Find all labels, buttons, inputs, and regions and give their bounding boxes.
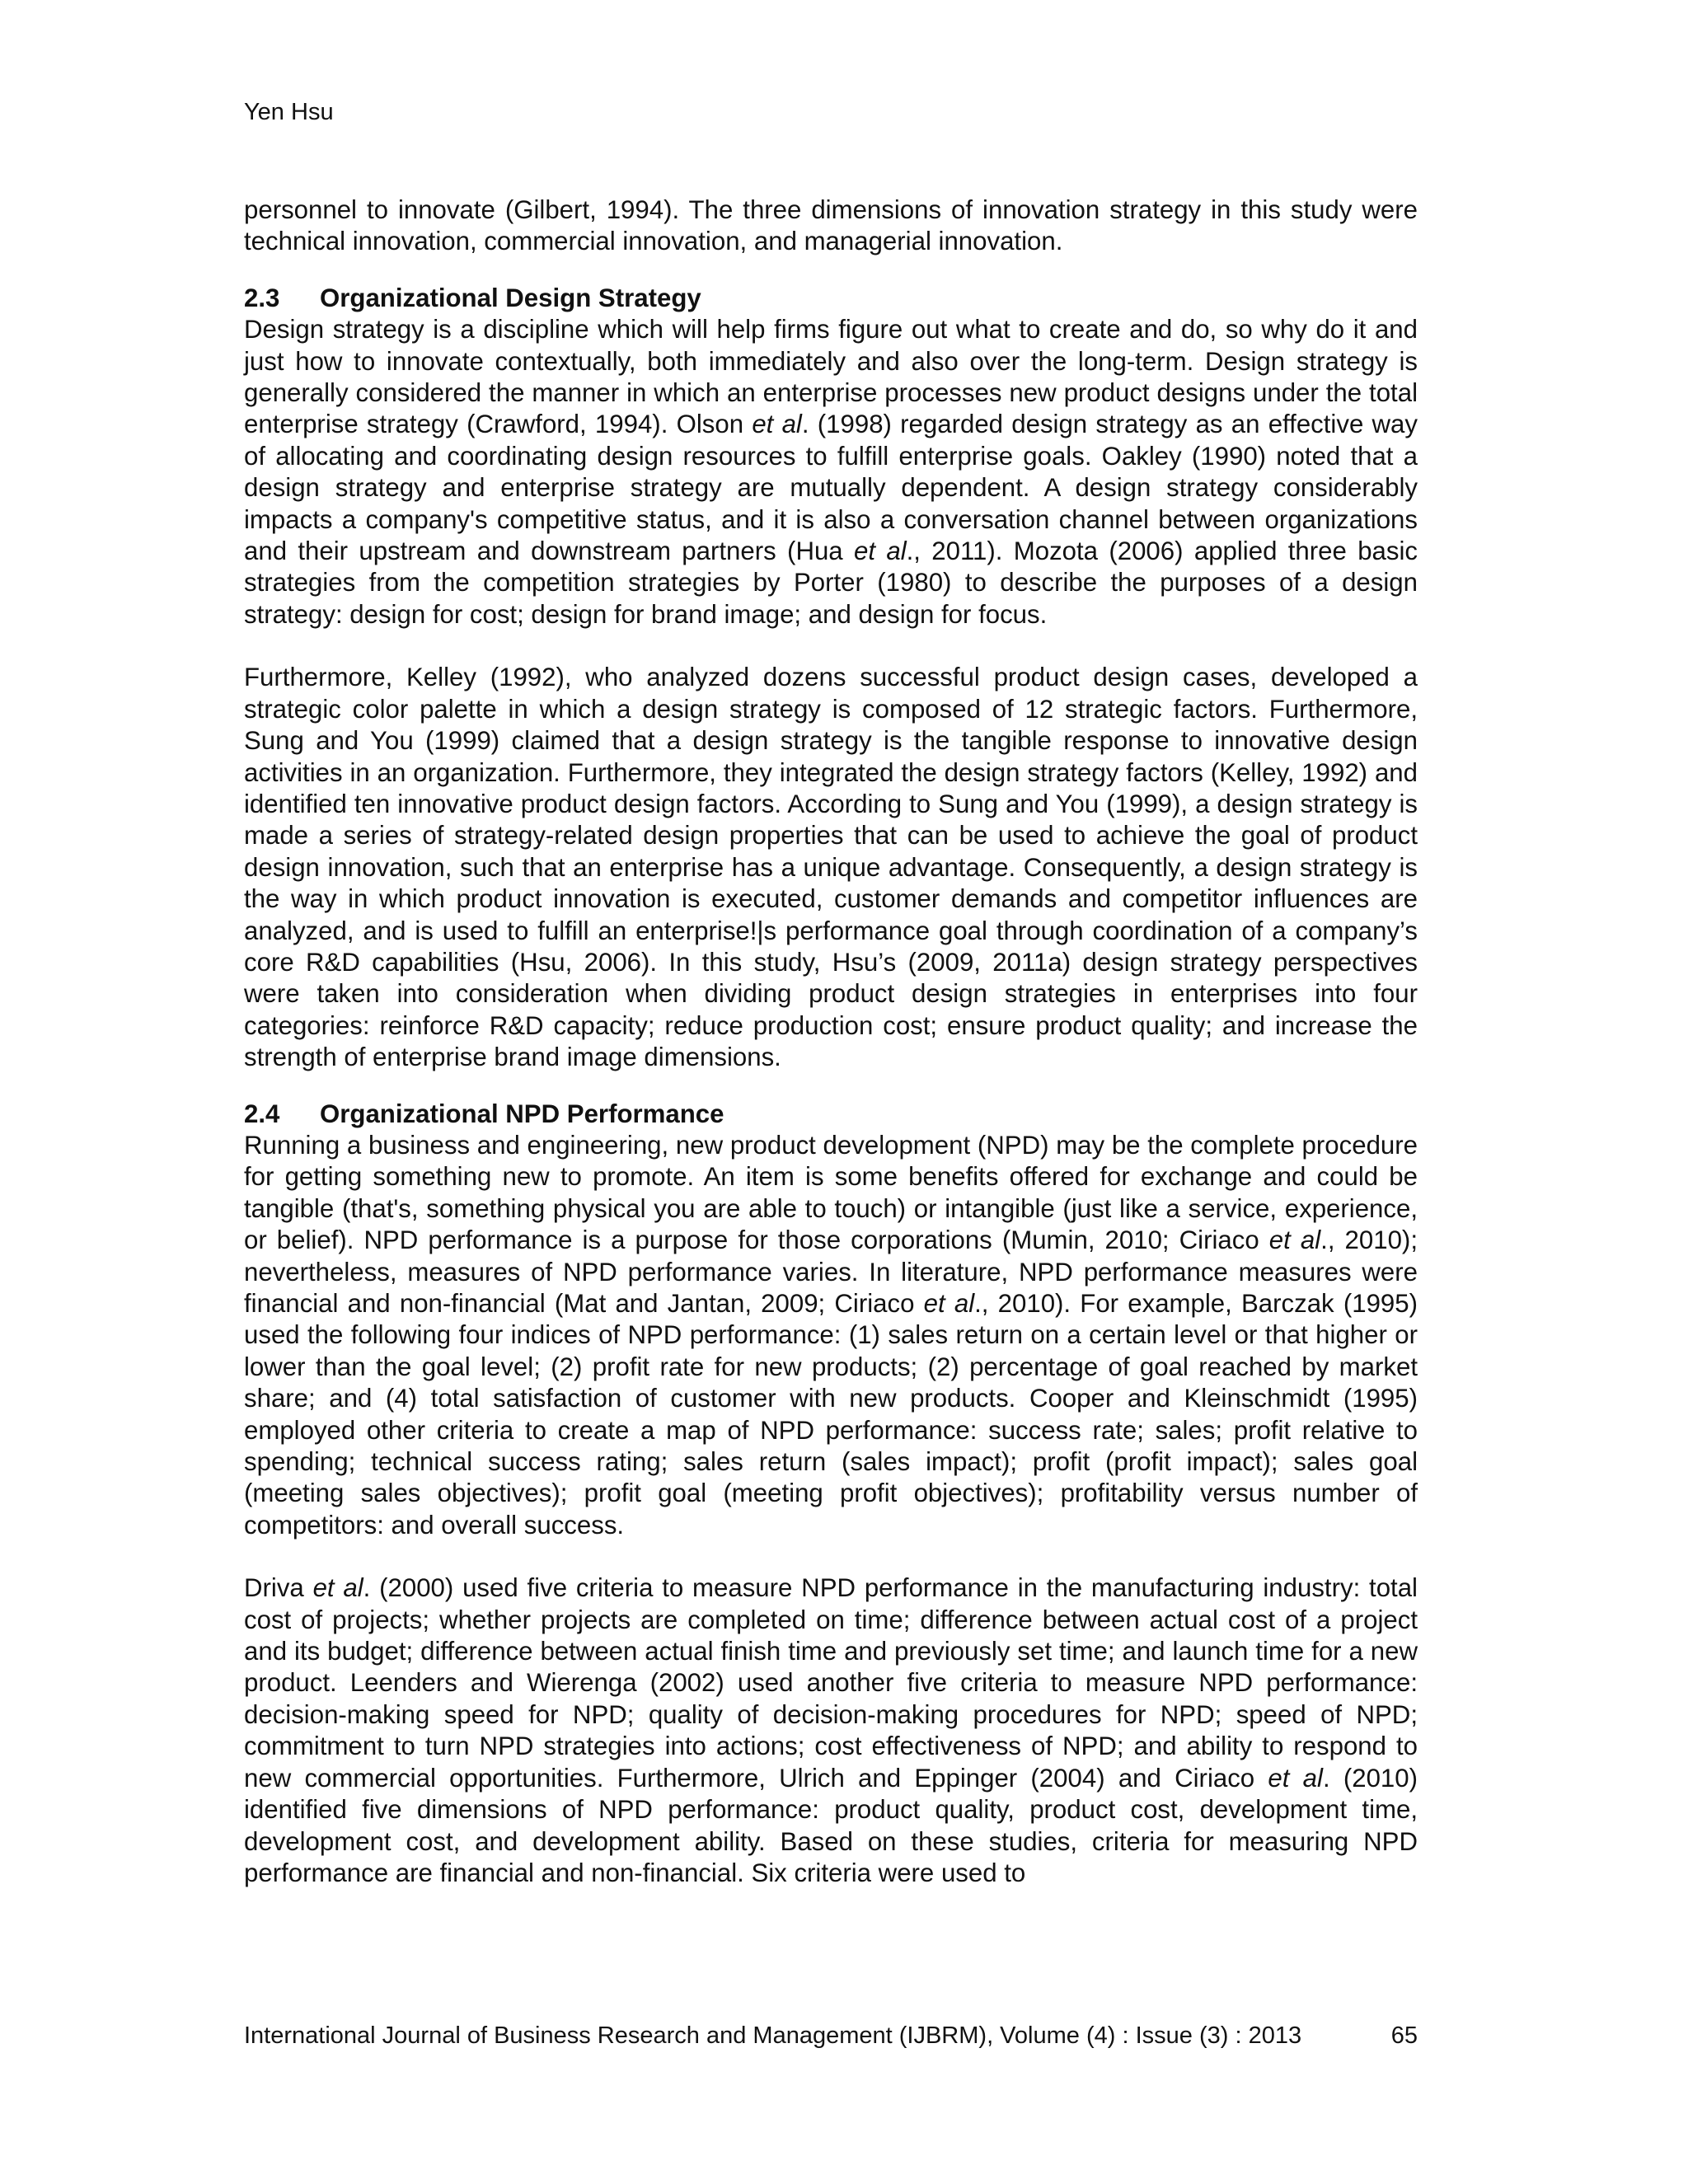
text-run: ., 2010); nevertheless, measures of NPD performance varies. In literature, NPD performance measures were financial and non-financial (Mat and Jantan, 2009; Ciriaco — [244, 1226, 1418, 1318]
italic-run: et al — [1268, 1226, 1321, 1255]
text-run: . (2010) identified five dimensions of NPD performance: product quality, product cost, development time, development cost, and development ability. Based on these studies, criteria for measuring NPD performance are financial and non-financial. Six criteria were used to — [244, 1763, 1418, 1887]
section-heading-2-4 — [244, 1099, 1418, 1130]
section-heading-2-3 — [244, 283, 1418, 314]
paragraph-kelley: Furthermore, Kelley (1992), who analyzed dozens successful product design cases, developed a strategic color palette in which a design strategy is composed of 12 strategic factors. Furthermore, Sung and You (1999) claimed that a design strategy is the tangible response to innovative design activities in an organization. Furthermore, they integrated the design strategy factors (Kelley, 1992) and identified ten innovative product design factors. According to Sung and You (1999), a design strategy is made a series of strategy-related design properties that can be used to achieve the goal of product design innovation, such that an enterprise has a unique advantage. Consequently, a design strategy is the way in which product innovation is executed, customer demands and competitor influences are analyzed, and is used to fulfill an enterprise!|s performance goal through coordination of a company’s core R&D capabilities (Hsu, 2006). In this study, Hsu’s (2009, 2011a) design strategy perspectives were taken into consideration when dividing product design strategies in enterprises into four categories: reinforce R&D capacity; reduce production cost; ensure product quality; and increase the strength of enterprise brand image dimensions. — [244, 663, 1418, 1072]
text-run: ., 2011). Mozota (2006) applied three basic strategies from the competition strategies by Porter (1980) to describe the purposes of a design strategy: design for cost; design for brand image; and design for focus. — [244, 537, 1418, 629]
text-run: Running a business and engineering, new product development (NPD) may be the complete procedure for getting something new to promote. An item is some benefits offered for exchange and could be tangible (that's, something physical you are able to touch) or intangible (just like a service, experience, or belief). NPD performance is a purpose for those corporations (Mumin, 2010; Ciriaco — [244, 1130, 1418, 1255]
section-number: 2.3 — [244, 283, 280, 312]
section-title: Organizational Design Strategy — [320, 283, 701, 312]
paragraph-npd-performance — [244, 1130, 1418, 1541]
text-run: . (2000) used five criteria to measure NPD performance in the manufacturing industry: total cost of projects; whether projects are completed on time; difference between actual cost of a project and its budget; difference between actual finish time and previously set time; and launch time for a new product. Leenders and Wierenga (2002) used another five criteria to measure NPD performance: decision-making speed for NPD; quality of decision-making procedures for NPD; speed of NPD; commitment to turn NPD strategies into actions; cost effectiveness of NPD; and ability to respond to new commercial opportunities. Furthermore, Ulrich and Eppinger (2004) and Ciriaco — [244, 1573, 1418, 1793]
italic-run: et al — [752, 410, 802, 439]
footer-journal-citation: International Journal of Business Research and Management (IJBRM), Volume (4) : Issue (3) : 2013 — [244, 2022, 1302, 2049]
paragraph-driva — [244, 1572, 1418, 1889]
text-run: . (1998) regarded design strategy as an effective way of allocating and coordinating design resources to fulfill enterprise goals. Oakley (1990) noted that a design strategy and enterprise strategy are mutually dependent. A design strategy considerably impacts a company's competitive status, and it is also a conversation channel between organizations and their upstream and downstream partners (Hua — [244, 410, 1418, 566]
text-run: Design strategy is a discipline which will help firms figure out what to create and do, so why do it and just how to innovate contextually, both immediately and also over the long-term. Design strategy is generally considered the manner in which an enterprise processes new product designs under the total enterprise strategy (Crawford, 1994). Olson — [244, 315, 1418, 439]
text-run: Driva — [244, 1573, 313, 1603]
section-number: 2.4 — [244, 1099, 280, 1128]
running-header-author: Yen Hsu — [244, 99, 334, 125]
page-number: 65 — [1390, 2022, 1418, 2049]
article-body — [244, 194, 1418, 1889]
italic-run: et al — [854, 537, 907, 566]
section-title: Organizational NPD Performance — [320, 1099, 724, 1128]
italic-run: et al — [1268, 1763, 1323, 1793]
paragraph-intro: personnel to innovate (Gilbert, 1994). The three dimensions of innovation strategy in this study were technical innovation, commercial innovation, and managerial innovation. — [244, 195, 1418, 256]
text-run: ., 2010). For example, Barczak (1995) used the following four indices of NPD performance: (1) sales return on a certain level or that higher or lower than the goal level; (2) profit rate for new products; (2) percentage of goal reached by market share; and (4) total satisfaction of customer with new products. Cooper and Kleinschmidt (1995) employed other criteria to create a map of NPD performance: success rate; sales; profit relative to spending; technical success rating; sales return (sales impact); profit (profit impact); sales goal (meeting sales objectives); profit goal (meeting profit objectives); profitability versus number of competitors: and overall success. — [244, 1289, 1418, 1540]
italic-run: et al — [312, 1573, 363, 1603]
italic-run: et al — [923, 1289, 975, 1318]
paragraph-design-strategy — [244, 314, 1418, 630]
